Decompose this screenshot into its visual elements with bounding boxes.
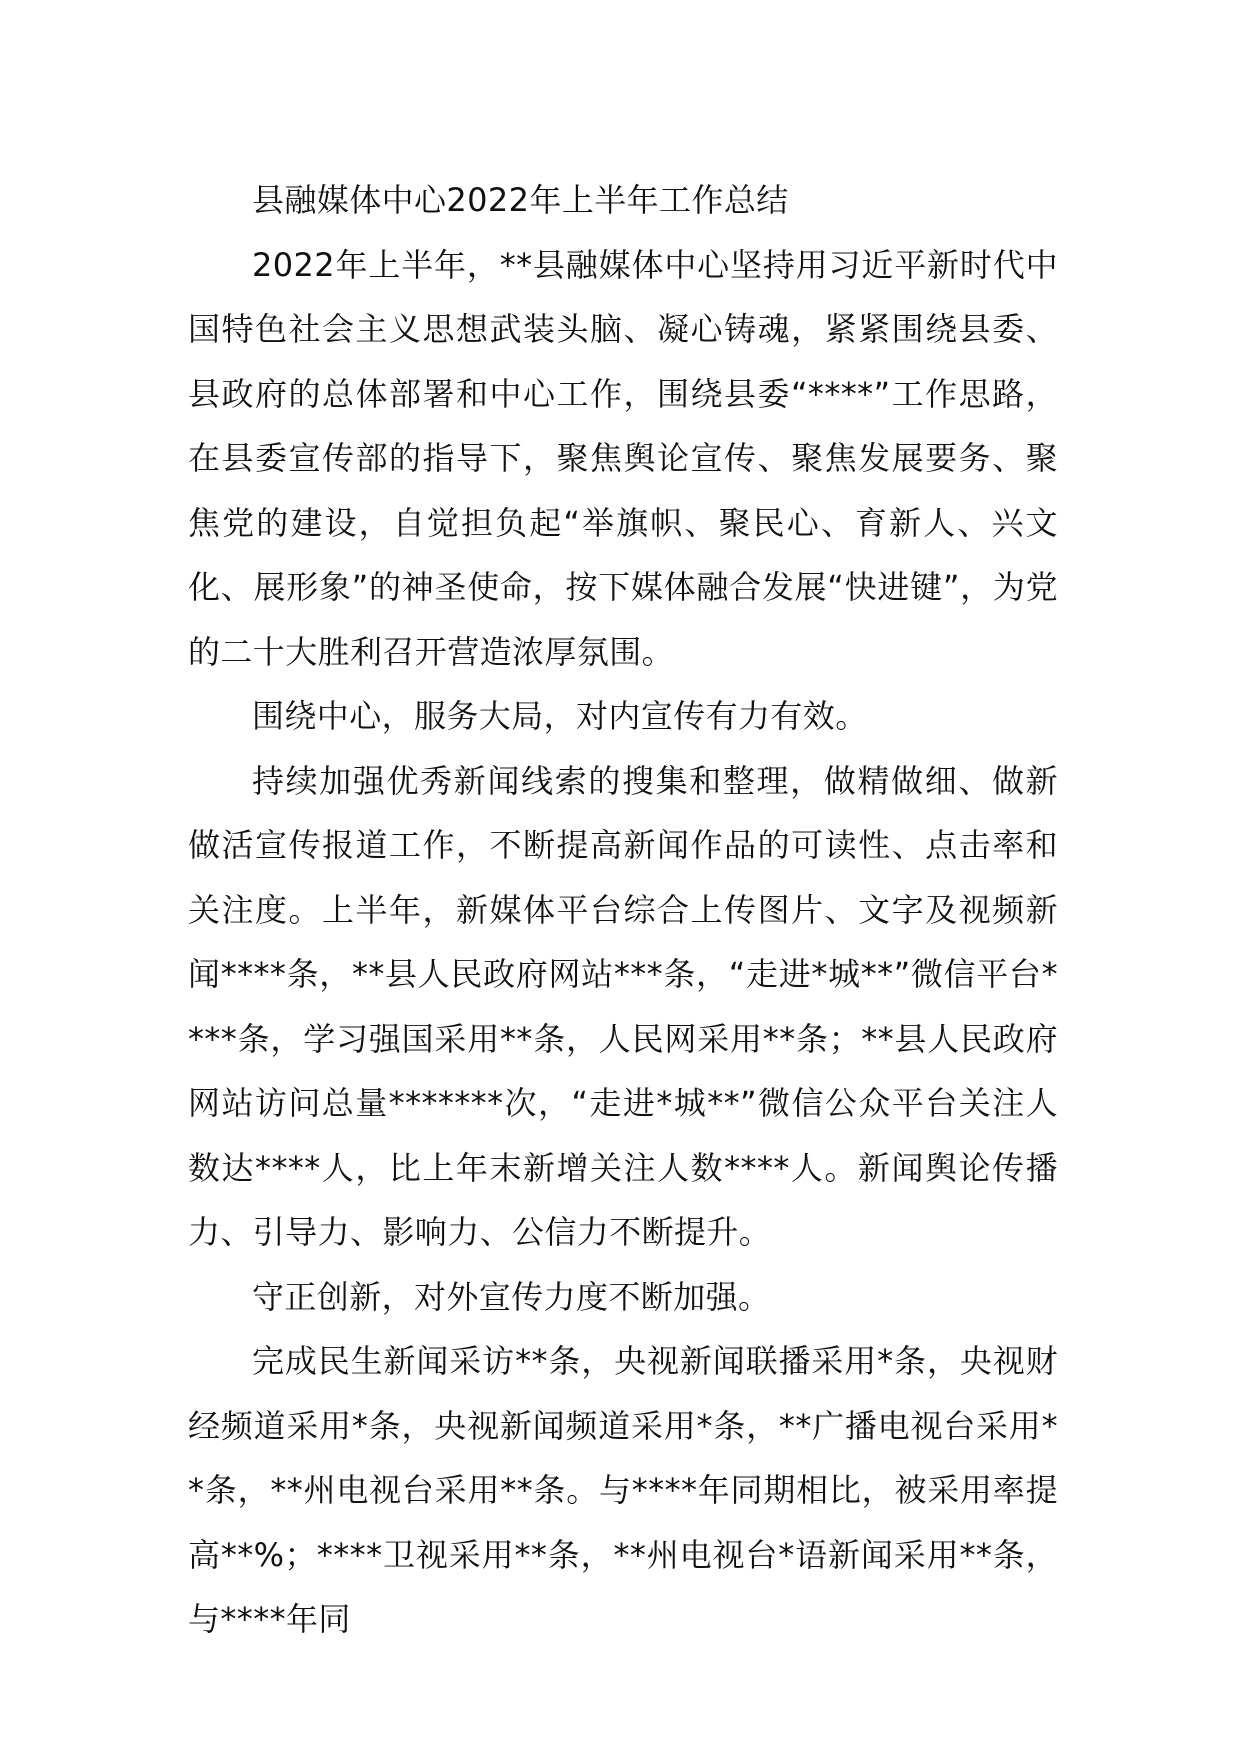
section-heading-external-publicity: 守正创新，对外宣传力度不断加强。	[252, 1277, 771, 1316]
section-heading-internal-publicity: 围绕中心，服务大局，对内宣传有力有效。	[252, 697, 868, 735]
paragraph-internal-publicity: 持续加强优秀新闻线索的搜集和整理，做精做细、做新做活宣传报道工作，不断提高新闻作品的可读性、点击率和关注度。上半年，新媒体平台综合上传图片、文字及视频新闻****条，**县人民政府网站***条，“走进*城**”微信平台****条，学习强国采用**条，人民网采用**条；**县人民政府网站访问总量*******次，“走进*城**”微信公众平台关注人数达****人，比上年末新增关注人数****人。新闻舆论传播力、引导力、影响力、公信力不断提升。	[188, 761, 1058, 1251]
document-title: 县融媒体中心2022年上半年工作总结	[252, 181, 789, 219]
paragraph-external-publicity: 完成民生新闻采访**条，央视新闻联播采用*条，央视财经频道采用*条，央视新闻频道采用*条，**广播电视台采用**条，**州电视台采用**条。与****年同期相比，被采用率提高**%；****卫视采用**条，**州电视台*语新闻采用**条，与****年同	[188, 1342, 1058, 1638]
paragraph-intro: 2022年上半年，**县融媒体中心坚持用习近平新时代中国特色社会主义思想武装头脑、凝心铸魂，紧紧围绕县委、县政府的总体部署和中心工作，围绕县委“****”工作思路，在县委宣传部的指导下，聚焦舆论宣传、聚焦发展要务、聚焦党的建设，自觉担负起“举旗帜、聚民心、育新人、兴文化、展形象”的神圣使命，按下媒体融合发展“快进键”，为党的二十大胜利召开营造浓厚氛围。	[188, 245, 1058, 671]
document-body	[188, 168, 1058, 1652]
